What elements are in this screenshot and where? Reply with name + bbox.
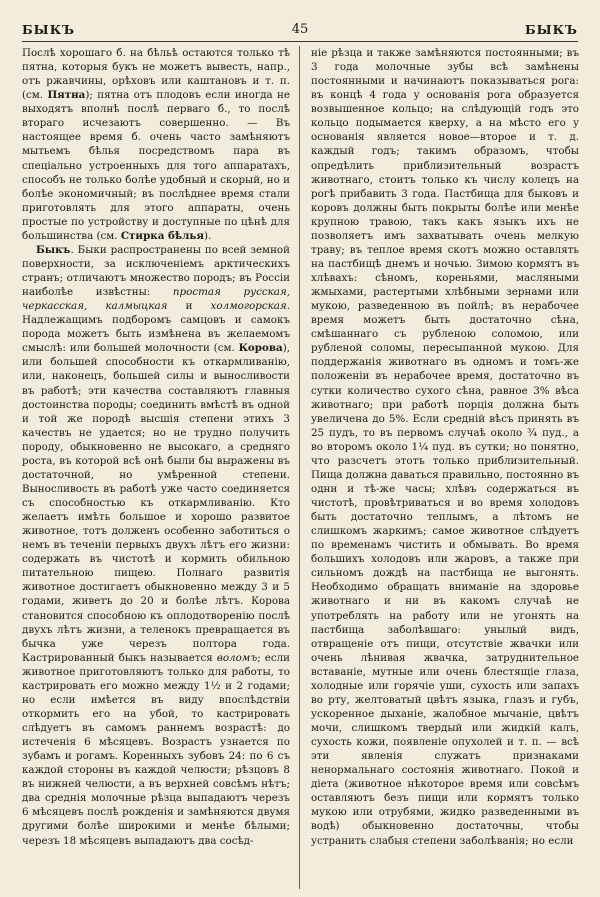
breed-names: холмогорская [210,300,287,313]
text-run: ; если животное приготовляютъ только для работы, то кастрировать его можно между 1½ и 2 годами; но если имѣется въ виду впослѣдствіи откормить его на убой, то кастрировать слѣдуетъ въ самомъ раннемъ возрастѣ: до истеченія 6 мѣсяцевъ. Возрастъ узнается по зубамъ и рогамъ. Коренныхъ зубовъ 24: по 6 съ каждой стороны въ каждой челюсти; рѣзцовъ 8 въ нижней челюсти, а въ верхней совсѣмъ нѣтъ; два среднія молочные рѣзца выпадаютъ черезъ 6 мѣсяцевъ послѣ рожденія и замѣняются двумя другими болѣе широкими и менѣе бѣлыми; черезъ 18 мѣсяцевъ выпадаютъ два сосѣд- [22,651,290,847]
cross-reference: Корова [238,342,283,355]
right-column [311,46,579,891]
text-run: . Надлежащимъ подборомъ самцовъ и самокъ порода можетъ быть измѣнена въ желаемомъ смыслѣ: или большей молочности (см. [22,300,290,355]
entry-headword: Быкъ [36,243,71,256]
paragraph-bull-entry [22,243,290,848]
paragraph-laundry [22,46,290,243]
header-right-keyword: БЫКЪ [524,22,578,37]
text-run: и [167,300,211,313]
header-left-keyword: БЫКЪ [22,22,76,37]
text-run: ). [203,229,212,242]
text-run: ), или большей способности къ откармливанію, или, наконецъ, большей силы и выносливости въ работѣ; эти качества составляютъ главныя достоинства породы; соединить вмѣстѣ въ одной и той же породѣ высшія степени этихъ 3 качествъ не удается; но не трудно получить породу, обыкновенно не высокаго, а средняго роста, въ которой всѣ онѣ были бы выражены въ достаточной, но умѣренной степени. Выносливость въ работѣ уже часто соединяется съ способностью къ откармливанію. Кто желаетъ имѣть большое и хорошо развитое животное, тотъ долженъ особенно заботиться о немъ въ теченіи первыхъ двухъ лѣтъ его жизни: содержать въ чистотѣ и кормить обильною питательною пищею. Полнаго развитія животное достигаетъ обыкновенно между 3 и 5 годами, живетъ до 20 и болѣе лѣтъ. Корова становится способною къ оплодотворенію послѣ двухъ лѣтъ жизни, а теленокъ превращается въ бычка уже черезъ полтора года. Кастрированный быкъ называется [22,342,290,664]
paragraph-continuation: ніе рѣзца и также замѣняются постоянными; въ 3 года молочные зубы всѣ замѣнены постоянными и начинаютъ показываться рога: въ концѣ 4 года у основанія рога образуется возвышенное кольцо; на слѣдующій годъ это кольцо подымается кверху, а на мѣсто его у основанія является новое—второе и т. д. каждый годъ; такимъ образомъ, чтобы опредѣлить приблизительный возрастъ животнаго, стоитъ только къ числу колецъ на рогѣ прибавить 3 года. Пастбища для быковъ и коровъ должны быть покрыты болѣе или менѣе крупною травою, такъ какъ языкъ ихъ не позволяетъ имъ захватывать очень мелкую траву; въ теплое время скотъ можно оставлять на пастбищѣ днемъ и ночью. Зимою кормятъ въ хлѣвахъ: сѣномъ, кореньями, масляными жмыхами, растертыми хлѣбными зернами или мукою, разведенною въ пойлѣ; въ нерабочее время можетъ быть достаточно сѣна, смѣшаннаго съ рубленою соломою, или рубленой соломы, пересыпанной мукою. Для поддержанія животнаго въ одномъ и томъ-же положеніи въ нерабочее время, достаточно въ сутки количество сухого сѣна, равное 3% вѣса животнаго; при работѣ порція должна быть увеличена до 5%. Если средній вѣсъ принять въ 25 пудъ, то въ первомъ случаѣ около ¾ пуд., а во второмъ около 1¼ пуд. въ сутки; но понятно, что разсчетъ этотъ только приблизительный. Пища должна даваться правильно, постоянно въ одни и тѣ-же часы; хлѣвъ содержаться въ чистотѣ, провѣтриваться и во время холодовъ быть достаточно теплымъ, а лѣтомъ не слишкомъ жаркимъ; самое животное слѣдуетъ по временамъ чистить и обмывать. Во время большихъ холодовъ или жаровъ, а также при сильномъ дождѣ на пастбища не выгонять. Необходимо обращать вниманіе на здоровье животнаго и ни въ какомъ случаѣ не употреблять на работу или не угонять на пастбища заболѣвшаго: унылый видъ, отвращеніе отъ пищи, отсутствіе жвачки или очень лѣнивая жвачка, затруднительное вставаніе, мутные или очень блестящіе глаза, холодные или горячіе уши, сухость или запахъ во рту, желтоватый цвѣтъ языка, глазъ и губъ, ускоренное дыханіе, жалобное мычаніе, цвѣтъ мочи, слишкомъ твердый или жидкій калъ, сухость кожи, появленіе опухолей и т. п. — всѣ эти явленія служатъ признаками ненормальнаго состоянія животнаго. Покой и діета (животное нѣкоторое время или совсѣмъ оставляютъ безъ пищи или кормятъ только мукою или отрубями, жидко разведенными въ водѣ) обыкновенно достаточны, чтобы устранить слабыя степени заболѣванія; но если [311,47,579,847]
cross-reference: Пятна [47,89,86,102]
text-run: Послѣ хорошаго б. на бѣльѣ остаются только тѣ пятна, которыя букъ не можетъ вывесть, напр., отъ ржавчины, орѣховъ или каштановъ и т. п. (см. [22,47,290,102]
text-run: . Быки распространены по всей земной поверхности, за исключеніемъ арктическихъ странъ; отличаютъ множество породъ; въ Россіи наиболѣе извѣстны: [22,243,290,299]
term-italic: воломъ [216,651,258,664]
column-divider [299,46,300,889]
cross-reference: Стирка бѣлья [120,229,204,242]
text-run: ); пятна отъ плодовъ если иногда не выходятъ вполнѣ послѣ перваго б., то послѣ втораго исчезаютъ совершенно. — Въ настоящее время б. очень часто замѣняютъ мытьемъ бѣлья посредствомъ пара въ спеціально устроенныхъ для того аппаратахъ, способъ не только болѣе удобный и скорый, но и болѣе экономичный; въ послѣднее время стали приготовлять для этого аппараты, очень простые по устройству и доступные по цѣнѣ для большинства (см. [22,89,291,242]
breed-names: простая русская, черкасская, калмыцкая [22,286,290,313]
header-rule [22,41,578,42]
running-header [22,22,578,40]
page-number: 45 [291,22,309,37]
left-column [22,46,290,891]
